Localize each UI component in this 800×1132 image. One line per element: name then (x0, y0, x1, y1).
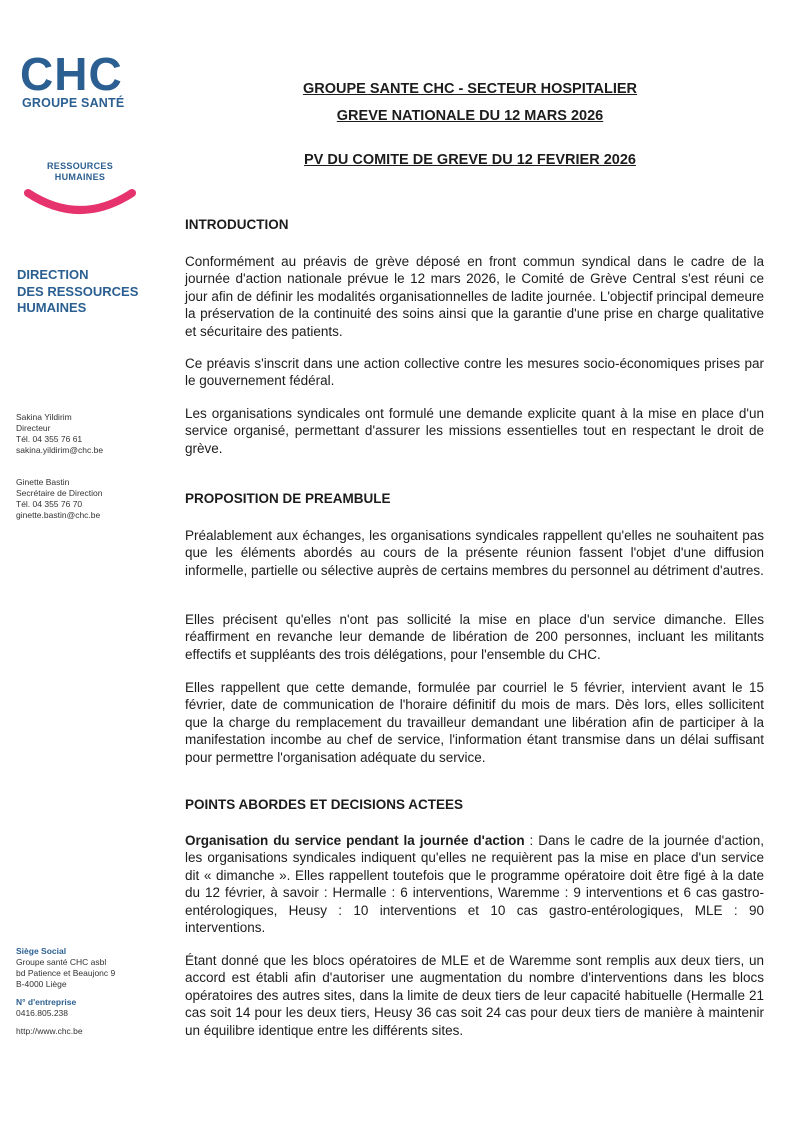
preambule-paragraph-3: Elles rappellent que cette demande, formulée par courriel le 5 février, intervient avant le 15 février, date de communication de l'horaire définitif du mois de mars. Dès lors, elles sollicitent que la charge du remplacement du travailleur demandant une libération afin de participer à la manifestation incombe au chef de service, l'information étant transmise dans un délai suffisant pour permettre l'organisation adéquate du service. (185, 680, 764, 765)
direction-line2: DES RESSOURCES (17, 283, 139, 299)
siege-label: Siège Social (16, 946, 67, 956)
logo-subtitle: GROUPE SANTÉ (22, 96, 125, 110)
introduction-paragraph-2: Ce préavis s'inscrit dans une action collective contre les mesures socio-économiques prises par le gouvernement fédéral. (185, 356, 764, 389)
points-paragraph-2: Étant donné que les blocs opératoires de MLE et de Waremme sont remplis aux deux tiers, un accord est établi afin d'autoriser une augmentation du nombre d'interventions dans les blocs opératoires des autres sites, dans la limite de deux tiers de leur capacité habituelle (Hermalle 21 cas soit 14 pour les deux tiers, Heusy 36 cas soit 24 cas pour deux tiers de manière à maintenir un équilibre identique entre les différents sites. (185, 953, 764, 1038)
siege-line2: bd Patience et Beaujonc 9 (16, 968, 116, 978)
contact-name: Ginette Bastin (16, 477, 70, 487)
header-line2: GREVE NATIONALE DU 12 MARS 2026 (336, 108, 604, 124)
contact-role: Secrétaire de Direction (16, 488, 103, 498)
entreprise-number: 0416.805.238 (16, 1008, 68, 1018)
preambule-paragraph-1: Préalablement aux échanges, les organisations syndicales rappellent qu'elles ne souhaitent pas que les éléments abordés au cours de la présente réunion fassent l'objet d'une diffusion informelle, partielle ou sélective auprès de certains membres du personnel au détriment d'autres. (185, 528, 764, 578)
chc-logo-icon (20, 52, 138, 94)
points-title: POINTS ABORDES ET DECISIONS ACTEES (185, 797, 464, 812)
points-paragraph-1-bold: Organisation du service pendant la journée d'action (185, 833, 525, 848)
siege-line3: B-4000 Liège (16, 979, 67, 989)
rh-line2: HUMAINES (54, 172, 106, 182)
direction-title (17, 267, 167, 317)
contact-role: Directeur (16, 423, 51, 433)
chc-logo (20, 52, 140, 110)
entreprise-label: N° d'entreprise (16, 997, 77, 1007)
introduction-paragraph-3: Les organisations syndicales ont formulé une demande explicite quant à la mise en place d'un service organisé, permettant d'assurer les missions essentielles tout en respectant le droit de grève. (185, 406, 764, 456)
rh-badge (22, 161, 138, 215)
contact-phone: Tél. 04 355 76 70 (16, 499, 83, 509)
contact-phone: Tél. 04 355 76 61 (16, 434, 83, 444)
points-paragraph-1-text: : Dans le cadre de la journée d'action, les organisations syndicales indiquent qu'elles ne requièrent pas la mise en place d'un service dit « dimanche ». Elles rappellent toutefois que le programme opératoire doit être figé à la date du 12 février, à savoir : Hermalle : 6 interventions, Waremme : 9 interventions et 6 cas gastro-entérologiques, Heusy : 10 interventions et 10 cas gastro-entérologiques, MLE : 90 interventions. (185, 833, 765, 936)
preambule-title: PROPOSITION DE PREAMBULE (185, 491, 391, 506)
introduction-paragraph-1: Conformément au préavis de grève déposé en front commun syndical dans le cadre de la journée d'action nationale prévue le 12 mars 2026, le Comité de Grève Central s'est réuni ce jour afin de définir les modalités organisationnelles de ladite journée. L'objectif principal demeure la préservation de la continuité des soins ainsi que la garantie d'une prise en charge qualitative et sécuritaire des patients. (185, 254, 764, 339)
preambule-paragraph-2: Elles précisent qu'elles n'ont pas sollicité la mise en place d'un service dimanche. Elles réaffirment en revanche leur demande de libération de 200 personnes, incluant les militants effectifs et suppléants des trois délégations, pour l'ensemble du CHC. (185, 612, 764, 662)
rh-line1: RESSOURCES (46, 161, 113, 171)
contact-email: sakina.yildirim@chc.be (16, 445, 104, 455)
siege-line1: Groupe santé CHC asbl (16, 957, 107, 967)
contact-director (16, 412, 166, 456)
contact-name: Sakina Yildirim (16, 412, 72, 422)
chc-logo-text: CHC (20, 52, 123, 94)
header-line1: GROUPE SANTE CHC - SECTEUR HOSPITALIER (302, 81, 638, 97)
rh-arc-icon (24, 189, 136, 215)
header-line3: PV DU COMITE DE GREVE DU 12 FEVRIER 2026 (304, 152, 636, 168)
points-paragraph-1 (185, 832, 764, 936)
contact-secretary (16, 477, 166, 521)
website-link[interactable]: http://www.chc.be (16, 1026, 83, 1036)
contact-email: ginette.bastin@chc.be (16, 510, 101, 520)
footer-info (16, 946, 166, 1037)
direction-line1: DIRECTION (17, 267, 89, 282)
introduction-title: INTRODUCTION (185, 217, 289, 232)
direction-line3: HUMAINES (17, 300, 87, 315)
